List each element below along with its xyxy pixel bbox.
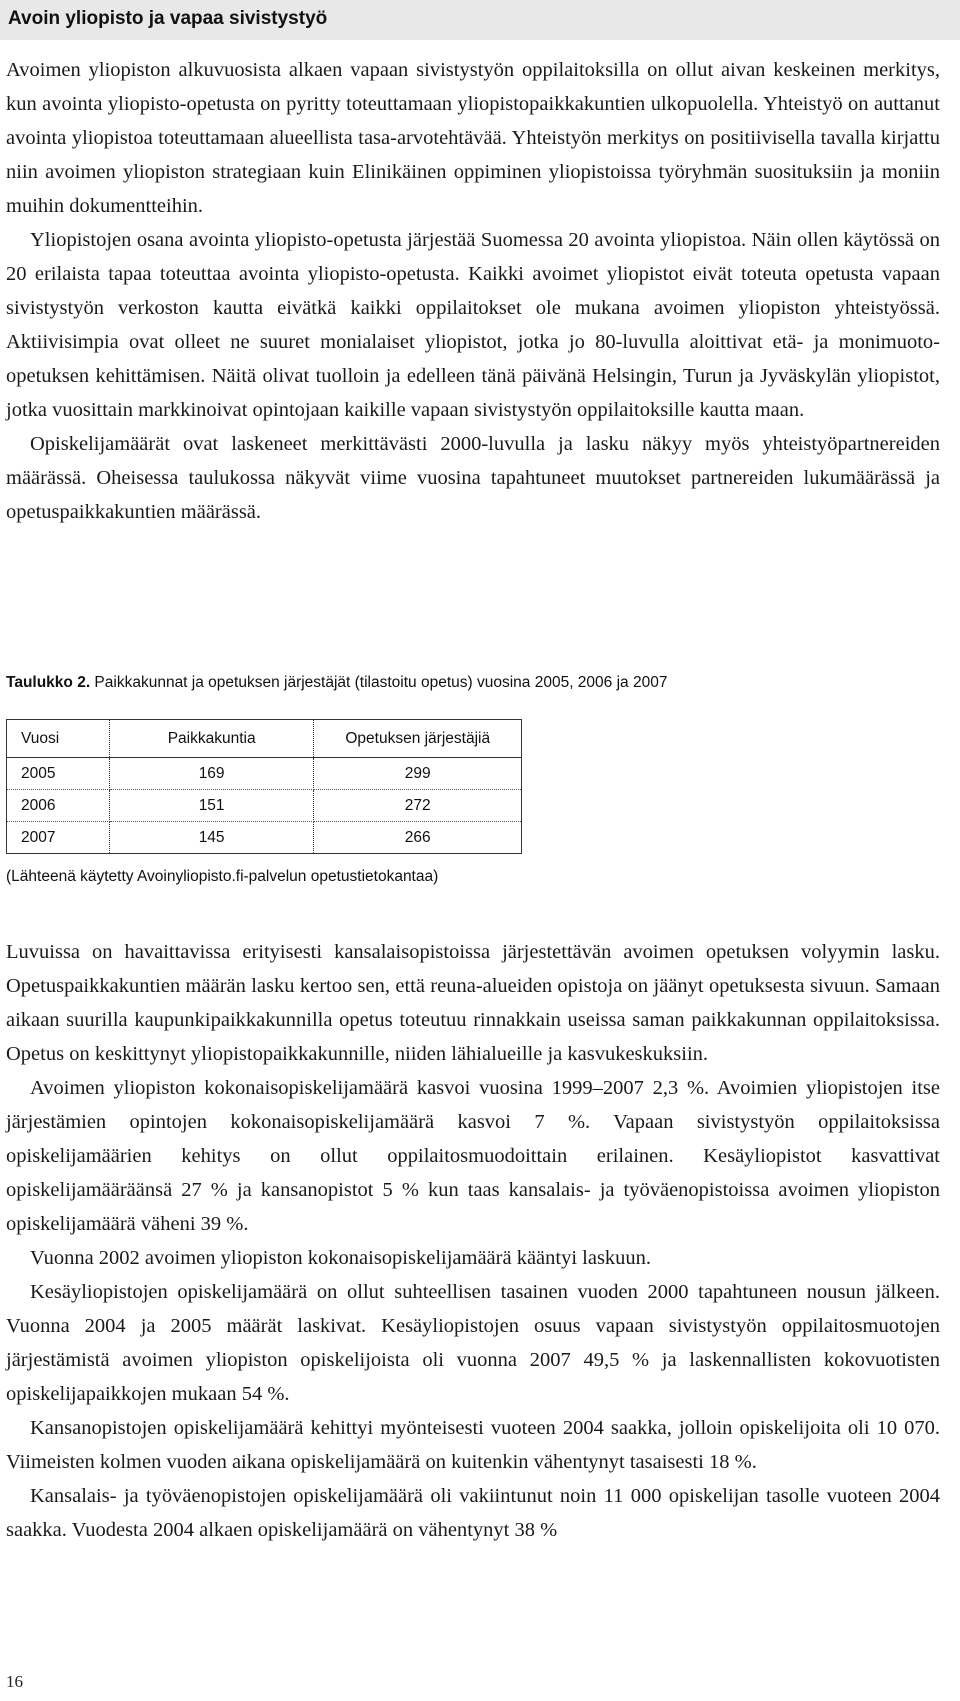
table-caption [6,674,667,692]
table-row [7,758,522,790]
paragraph: Avoimen yliopiston alkuvuosista alkaen vapaan sivistystyön oppilaitoksilla on ollut aivan keskeinen merkitys, kun avointa yliopisto-opetusta on pyritty toteuttamaan yliopistopaikkakuntien ulkopuolella. Yhteistyö on auttanut avointa yliopistoa toteuttamaan alueellista tasa-arvotehtävää. Yhteistyön merkitys on positiivisella tavalla kirjattu niin avoimen yliopiston strategiaan kuin Elinikäinen oppiminen yliopistoissa työryhmän suosituksiin ja moniin muihin dokumentteihin. [6,59,940,217]
paragraph: Kansalais- ja työväenopistojen opiskelijamäärä oli vakiintunut noin 11 000 opiskelijan tasolle vuoteen 2004 saakka. Vuodesta 2004 alkaen opiskelijamäärä on vähentynyt 38 % [6,1485,940,1541]
paragraph: Vuonna 2002 avoimen yliopiston kokonaisopiskelijamäärä kääntyi laskuun. [30,1247,652,1269]
paragraph: Opiskelijamäärät ovat laskeneet merkittävästi 2000-luvulla ja lasku näkyy myös yhteistyöpartnereiden määrässä. Oheisessa taulukossa näkyvät viime vuosina tapahtuneet muutokset partnereiden lukumäärässä ja opetuspaikkakuntien määrässä. [6,433,940,523]
table-row [7,822,522,854]
table-row [7,790,522,822]
table-cell: 169 [109,758,314,790]
column-header-organizers: Opetuksen järjestäjiä [314,720,522,758]
section-heading: Avoin yliopisto ja vapaa sivistystyö [8,8,328,29]
column-header-year: Vuosi [7,720,110,758]
page-number: 16 [6,1672,23,1691]
upper-body-text [6,53,940,529]
table-cell: 145 [109,822,314,854]
paragraph: Luvuissa on havaittavissa erityisesti kansalaisopistoissa järjestettävän avoimen opetuksen volyymin lasku. Opetuspaikkakuntien määrän lasku kertoo sen, että reuna-alueiden opistoja on jäänyt opetuksesta sivuun. Samaan aikaan suurilla kaupunkipaikkakunnilla opetus toteutuu rinnakkain useissa saman paikkakunnan oppilaitoksissa. Opetus on keskittynyt yliopistopaikkakunnille, niiden lähialueille ja kasvukeskuksiin. [6,941,940,1065]
table-cell: 2007 [7,822,110,854]
column-header-locations: Paikkakuntia [109,720,314,758]
lower-body-text [6,935,940,1547]
table-cell: 266 [404,828,431,846]
table-header-row [7,720,522,758]
table-cell: 299 [314,758,522,790]
paragraph: Avoimen yliopiston kokonaisopiskelijamäärä kasvoi vuosina 1999–2007 2,3 %. Avoimien yliopistojen itse järjestämien opintojen kokonaisopiskelijamäärä kasvoi 7 %. Vapaan sivistystyön oppilaitoksissa opiskelijamäärien kehitys on ollut oppilaitosmuodoittain erilainen. Kesäyliopistot kasvattivat opiskelijamääräänsä 27 % ja kansanopistot 5 % kun taas kansalais- ja työväenopistoissa avoimen yliopiston opiskelijamäärä väheni 39 %. [6,1077,940,1235]
table-caption-label: Taulukko 2. [6,674,91,691]
source-note: (Lähteenä käytetty Avoinyliopisto.fi-palvelun opetustietokantaa) [6,868,439,885]
table-caption-text: Paikkakunnat ja opetuksen järjestäjät (tilastoitu opetus) vuosina 2005, 2006 ja 2007 [90,674,668,691]
paragraph: Kesäyliopistojen opiskelijamäärä on ollut suhteellisen tasainen vuoden 2000 tapahtuneen nousun jälkeen. Vuonna 2004 ja 2005 määrät laskivat. Kesäyliopistojen osuus vapaan sivistystyön oppilaitosmuotojen järjestämistä avoimen yliopiston opiskelijoista oli vuonna 2007 49,5 % ja laskennallisten kokovuotisten opiskelijapaikkojen mukaan 54 %. [6,1281,940,1405]
table-cell: 151 [109,790,314,822]
paragraph: Yliopistojen osana avointa yliopisto-opetusta järjestää Suomessa 20 avointa yliopistoa. Näin ollen käytössä on 20 erilaista tapaa toteuttaa avointa yliopisto-opetusta. Kaikki avoimet yliopistot eivät toteuta opetusta vapaan sivistystyön verkoston kautta eivätkä kaikki oppilaitokset ole mukana avoimen yliopiston yhteistyössä. Aktiivisimpia ovat olleet ne suuret monialaiset yliopistot, jotka jo 80-luvulla aloittivat etä- ja monimuoto-opetuksen kehittämisen. Näitä olivat tuolloin ja edelleen tänä päivänä Helsingin, Turun ja Jyväskylän yliopistot, jotka vuosittain markkinoivat opintojaan kaikille vapaan sivistystyön oppilaitoksille kautta maan. [6,229,940,421]
table-cell: 2005 [7,758,110,790]
section-header-bar [0,0,960,40]
table-cell: 272 [314,790,522,822]
paragraph: Kansanopistojen opiskelijamäärä kehittyi myönteisesti vuoteen 2004 saakka, jolloin opiskelijoita oli 10 070. Viimeisten kolmen vuoden aikana opiskelijamäärä on kuitenkin vähentynyt tasaisesti 18 %. [6,1417,940,1473]
data-table [6,719,522,854]
table-cell: 2006 [7,790,110,822]
